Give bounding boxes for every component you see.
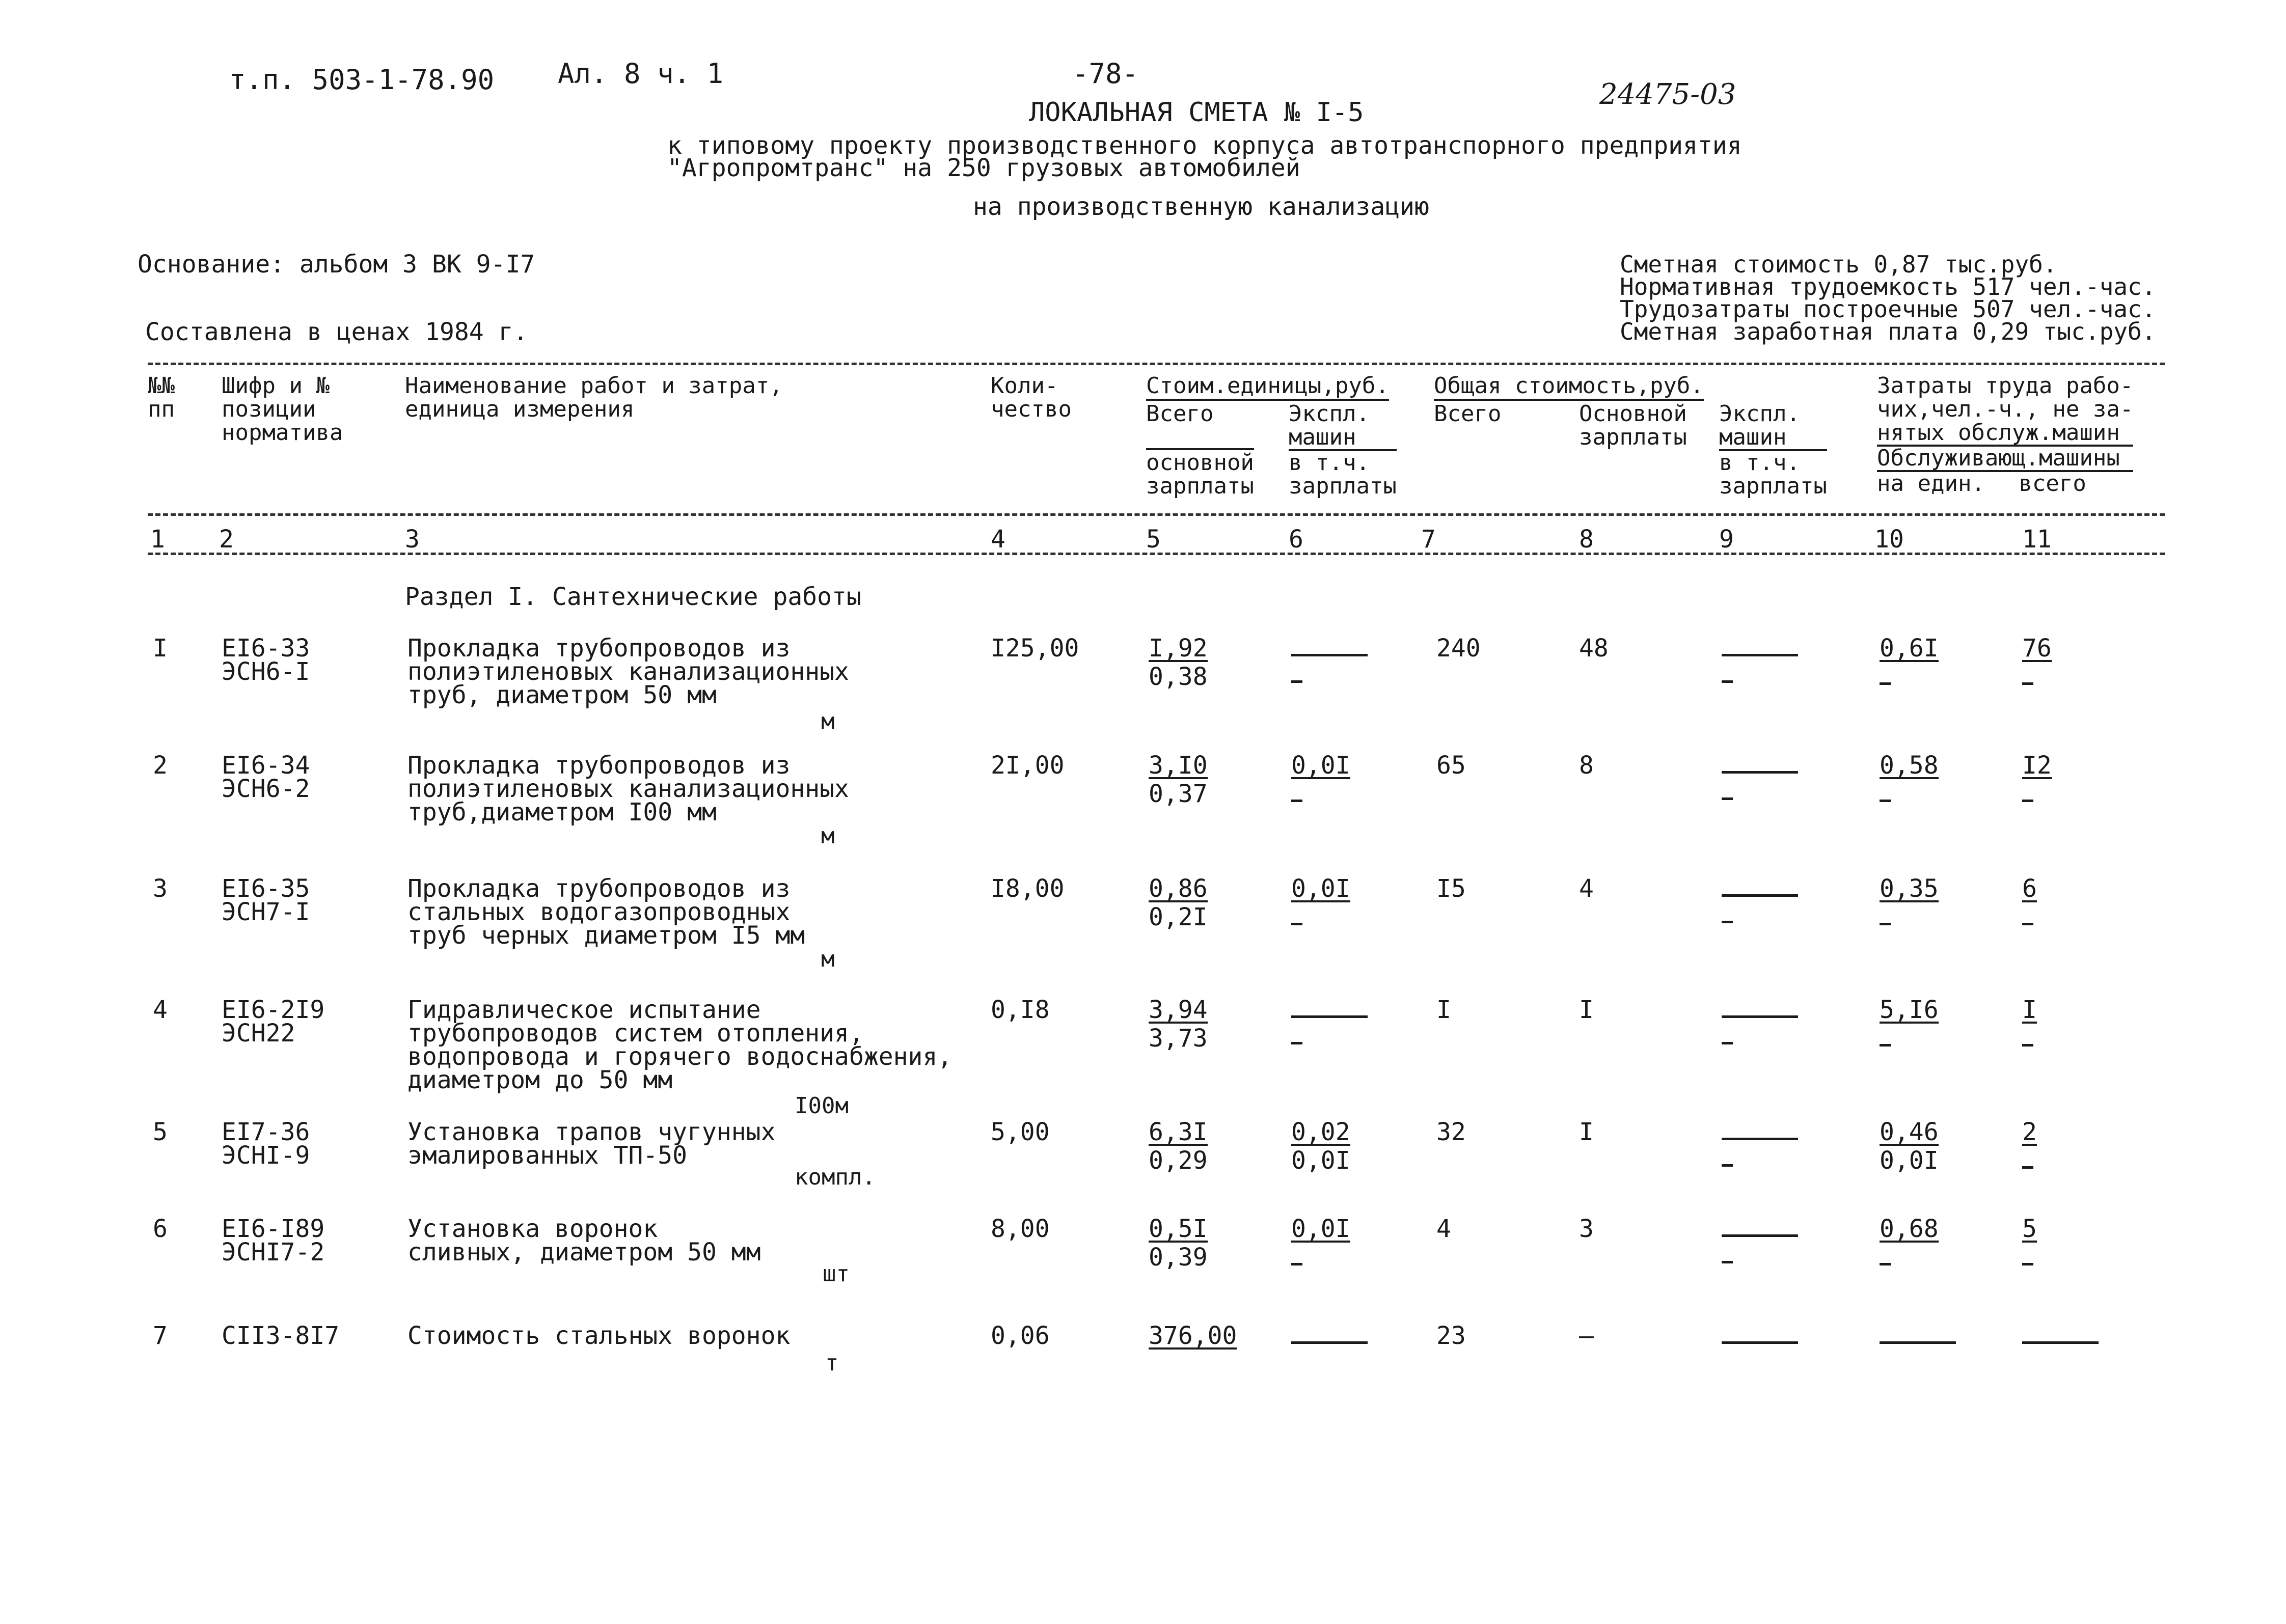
row-work-name (407, 634, 849, 709)
row-unit-machines-value (1291, 1324, 1368, 1347)
dash-mark (1722, 1033, 1733, 1044)
row-code (222, 751, 310, 803)
row-total-machines (1722, 637, 1798, 686)
row-labor-per-unit-sub (1880, 1246, 1939, 1269)
dash-mark (1291, 671, 1302, 683)
row-total-machines-value (1722, 877, 1798, 900)
row-work-name-line: трубопроводов систем отопления, (407, 1019, 864, 1048)
row-work-name-line: Прокладка трубопроводов из (407, 751, 791, 780)
row-work-name-line: эмалированных ТП-50 (407, 1141, 688, 1170)
row-unit-cost (1149, 874, 1208, 931)
row-unit-cost-value (1149, 874, 1208, 903)
row-code-secondary: ЭСН22 (222, 1019, 295, 1048)
row-total-cost: I (1436, 996, 1451, 1024)
row-work-name-line: Установка воронок (407, 1215, 658, 1243)
header-top-rule (148, 363, 2165, 365)
col-header-work-name: Наименование работ и затрат, единица измерения (405, 373, 783, 422)
dash-mark (1880, 1332, 1956, 1344)
row-labor-total-value (2022, 751, 2052, 780)
row-labor-per-unit-sub (1880, 1027, 1939, 1050)
row-total-cost: 4 (1436, 1215, 1451, 1243)
page-number: -78- (1072, 58, 1139, 90)
dash-mark (1722, 1155, 1733, 1167)
row-code (222, 874, 310, 926)
row-labor-per-unit (1880, 1118, 1939, 1175)
row-unit-machines-sub (1291, 1025, 1368, 1048)
dash-mark (1291, 1033, 1302, 1044)
row-code (222, 996, 325, 1048)
col-group-total-cost: Общая стоимость,руб. (1434, 374, 1704, 401)
row-labor-per-unit (1880, 998, 1939, 1050)
row-unit-machines-value (1291, 874, 1350, 903)
row-unit-machines-sub (1291, 782, 1350, 806)
row-total-machines-value (1722, 637, 1798, 660)
row-unit-cost (1149, 1215, 1208, 1272)
row-unit-machines (1291, 1118, 1350, 1175)
row-work-name (407, 1322, 791, 1350)
row-labor-total-sub (2022, 1149, 2037, 1172)
row-labor-per-unit-numerator: 0,46 (1880, 1118, 1939, 1146)
section-title: Раздел I. Сантехнические работы (405, 583, 861, 611)
row-code (222, 1215, 325, 1267)
row-unit-cost (1149, 996, 1208, 1053)
col-group-unit-cost: Стоим.единицы,руб. (1146, 374, 1389, 401)
row-code-primary: CII3-8I7 (222, 1322, 340, 1350)
col-number-1: 1 (150, 525, 165, 554)
row-code-primary: EI6-2I9 (222, 996, 325, 1024)
row-number: 4 (153, 996, 168, 1024)
row-unit-cost-value (1149, 634, 1208, 663)
row-unit-cost (1149, 1118, 1208, 1175)
row-total-machines-value (1722, 1120, 1798, 1144)
dash-mark (1722, 1332, 1798, 1344)
row-unit-cost-numerator: 6,3I (1149, 1118, 1208, 1146)
dash-mark (1880, 673, 1891, 685)
row-unit-machines (1291, 1217, 1350, 1269)
dash-mark (1880, 914, 1891, 925)
dash-mark (1291, 1006, 1368, 1018)
row-labor-per-unit-sub (1880, 905, 1939, 929)
row-unit-machines (1291, 998, 1368, 1048)
row-labor-per-unit-numerator: 0,58 (1880, 751, 1939, 780)
summary-wage-fund: Сметная заработная плата 0,29 тыс.руб. (1620, 318, 2156, 345)
row-total-machines (1722, 1120, 1798, 1170)
row-labor-total-value (2022, 1120, 2037, 1146)
row-code (222, 634, 310, 686)
row-work-name-line: труб, диаметром 50 мм (407, 681, 717, 709)
row-quantity: I8,00 (991, 874, 1065, 903)
row-total-base-salary: 48 (1579, 634, 1609, 663)
project-code: т.п. 503-1-78.90 (229, 64, 495, 96)
dash-mark (1880, 790, 1891, 802)
row-total-machines-sub (1722, 1244, 1798, 1267)
row-unit-machines-sub (1291, 1246, 1350, 1269)
dash-mark (1722, 912, 1733, 923)
row-labor-total-sub (2022, 1246, 2037, 1269)
row-labor-per-unit-sub: 0,0I (1880, 1146, 1939, 1175)
row-labor-per-unit (1880, 1324, 1956, 1347)
row-unit: т (825, 1350, 839, 1376)
col-header-labor-per-unit: на един. (1877, 471, 1985, 497)
row-quantity: I25,00 (991, 634, 1079, 663)
row-labor-total (2022, 1120, 2037, 1172)
dash-mark (1291, 790, 1302, 802)
dash-mark (1880, 1254, 1891, 1265)
row-unit-cost-sub: 0,29 (1149, 1146, 1208, 1175)
dash-mark (1722, 885, 1798, 897)
dash-mark (1722, 762, 1798, 774)
col-header-quantity: Коли- чество (991, 373, 1072, 422)
row-code-primary: EI7-36 (222, 1118, 310, 1146)
row-labor-per-unit-value (1880, 874, 1939, 903)
row-total-base-salary: I (1579, 996, 1594, 1024)
row-labor-per-unit-value (1880, 1120, 1939, 1146)
row-labor-per-unit-value (1880, 751, 1939, 780)
row-work-name-line: труб черных диаметром I5 мм (407, 921, 805, 950)
row-total-cost: I5 (1436, 874, 1466, 903)
row-unit-cost (1149, 1324, 1237, 1350)
dash-mark (1722, 671, 1733, 683)
row-unit: I00м (795, 1093, 849, 1119)
col-number-3: 3 (405, 525, 420, 554)
dash-mark (2022, 790, 2033, 802)
row-number: 5 (153, 1118, 168, 1146)
subtitle-line-2: "Агропромтранс" на 250 грузовых автомобилей (667, 154, 1300, 182)
row-work-name (407, 998, 952, 1092)
row-total-machines (1722, 1217, 1798, 1267)
row-total-machines-sub (1722, 663, 1798, 686)
row-labor-total (2022, 1217, 2037, 1269)
row-total-machines-sub (1722, 780, 1798, 804)
row-labor-per-unit-value (1880, 998, 1939, 1024)
dash-mark (1880, 1035, 1891, 1047)
col-group-labor: Затраты труда рабо- чих,чел.-ч., не за- нятых обслуж.машин Обслуживающ.машины на един. всего (1877, 373, 2134, 497)
row-unit-machines-numerator: 0,0I (1291, 751, 1350, 780)
row-total-machines-sub (1722, 1025, 1798, 1048)
row-work-name-line: Стоимость стальных воронок (407, 1322, 791, 1350)
row-unit-cost-sub: 0,2I (1149, 903, 1208, 931)
row-unit-cost-value (1149, 1120, 1208, 1146)
row-unit-machines (1291, 637, 1368, 686)
dash-mark (2022, 673, 2033, 685)
row-total-machines (1722, 1324, 1798, 1347)
row-labor-total (2022, 751, 2052, 806)
dash-mark (1722, 1225, 1798, 1237)
row-work-name-line: Прокладка трубопроводов из (407, 634, 791, 663)
row-work-name-line: стальных водогазопроводных (407, 898, 791, 926)
row-work-name-line: Гидравлическое испытание (407, 996, 761, 1024)
row-total-machines-value (1722, 754, 1798, 777)
row-unit-cost-value (1149, 998, 1208, 1024)
row-work-name-line: сливных, диаметром 50 мм (407, 1238, 761, 1267)
col-number-11: 11 (2022, 525, 2052, 554)
price-base-note: Составлена в ценах 1984 г. (145, 318, 528, 346)
row-unit-machines-numerator: 0,02 (1291, 1118, 1350, 1146)
row-code-secondary: ЭСН6-2 (222, 775, 310, 803)
row-unit: м (821, 823, 835, 849)
row-number: 7 (153, 1322, 168, 1350)
row-labor-total-value (2022, 998, 2037, 1024)
row-labor-per-unit-value (1880, 1217, 1939, 1243)
row-total-base-salary: I (1579, 1118, 1594, 1146)
dash-mark (2022, 1332, 2099, 1344)
header-mid-rule (148, 513, 2165, 516)
row-labor-total (2022, 998, 2037, 1050)
row-code (222, 1118, 310, 1170)
row-unit-cost-numerator: 3,I0 (1149, 751, 1208, 780)
col-number-7: 7 (1421, 525, 1436, 554)
row-work-name-line: Прокладка трубопроводов из (407, 874, 791, 903)
row-unit-cost (1149, 634, 1208, 691)
col-header-total-machines: Экспл. машин в т.ч. зарплаты (1719, 401, 1827, 499)
row-labor-per-unit-value (1880, 634, 1939, 663)
row-labor-per-unit (1880, 634, 1939, 689)
col-header-labor-total: всего (2019, 471, 2086, 497)
row-unit-cost-value (1149, 1324, 1237, 1350)
row-labor-per-unit-sub (1880, 665, 1939, 689)
col-header-total: Всего (1434, 401, 1502, 427)
row-quantity: 0,I8 (991, 996, 1050, 1024)
dash-mark (1722, 645, 1798, 656)
col-header-unit-machines: Экспл. машин в т.ч. зарплаты (1289, 401, 1397, 499)
dash-mark (2022, 1254, 2033, 1265)
dash-mark (1722, 788, 1733, 800)
row-labor-total-numerator: 5 (2022, 1215, 2037, 1243)
row-unit: шт (823, 1261, 850, 1287)
row-code-secondary: ЭСН6-I (222, 657, 310, 686)
row-labor-per-unit-sub (1880, 782, 1939, 806)
row-total-machines (1722, 998, 1798, 1048)
row-total-machines-value (1722, 1324, 1798, 1347)
col-header-total-base-salary: Основной зарплаты (1579, 401, 1687, 450)
dash-mark (2022, 1157, 2033, 1169)
row-labor-total (2022, 1324, 2099, 1347)
row-work-name-line: Установка трапов чугунных (407, 1118, 776, 1146)
basis-note: Основание: альбом 3 ВК 9-I7 (138, 250, 535, 279)
row-work-name (407, 751, 849, 827)
row-labor-total-sub (2022, 665, 2052, 689)
row-labor-per-unit-value (1880, 1324, 1956, 1347)
row-unit-cost (1149, 751, 1208, 808)
col-number-9: 9 (1719, 525, 1734, 554)
row-work-name-line: диаметром до 50 мм (407, 1066, 673, 1094)
row-labor-total-sub (2022, 905, 2037, 929)
dash-mark (1722, 1252, 1733, 1263)
col-header-unit-total: Всего (1146, 401, 1214, 427)
col-number-8: 8 (1579, 525, 1594, 554)
album-reference: Ал. 8 ч. 1 (558, 58, 724, 90)
col-number-5: 5 (1146, 525, 1161, 554)
summary-normative-labor: Нормативная трудоемкость 517 чел.-час. (1620, 273, 2156, 300)
row-unit-cost-value (1149, 751, 1208, 780)
row-labor-total-numerator: 6 (2022, 874, 2037, 903)
row-unit-machines (1291, 1324, 1368, 1347)
row-quantity: 2I,00 (991, 751, 1065, 780)
row-unit-cost-sub: 3,73 (1149, 1024, 1208, 1053)
document-number: 24475-03 (1599, 78, 1736, 111)
row-work-name-line: водопровода и горячего водоснабжения, (407, 1042, 953, 1071)
row-unit-machines-numerator: 0,0I (1291, 874, 1350, 903)
row-labor-per-unit (1880, 1217, 1939, 1269)
dash-mark (1291, 1332, 1368, 1344)
row-unit: м (821, 946, 835, 972)
row-number: 6 (153, 1215, 168, 1243)
dash-mark (1722, 1128, 1798, 1140)
row-total-machines-value (1722, 998, 1798, 1022)
summary-site-labor: Трудозатраты построечные 507 чел.-час. (1620, 295, 2156, 323)
row-code-secondary: ЭСН7-I (222, 898, 310, 926)
row-labor-total (2022, 634, 2052, 689)
row-unit-machines-value (1291, 998, 1368, 1022)
row-unit-machines-value (1291, 637, 1368, 660)
col-number-10: 10 (1874, 525, 1904, 554)
row-unit-cost-numerator: 0,86 (1149, 874, 1208, 903)
row-unit-cost-value (1149, 1217, 1208, 1243)
row-total-cost: 32 (1436, 1118, 1466, 1146)
row-work-name (407, 874, 805, 950)
col-number-4: 4 (991, 525, 1005, 554)
row-code (222, 1322, 340, 1350)
dash-mark (1291, 914, 1302, 925)
row-total-cost: 23 (1436, 1322, 1466, 1350)
dash-mark (2022, 914, 2033, 925)
row-labor-per-unit (1880, 874, 1939, 929)
row-unit: компл. (795, 1164, 876, 1190)
row-unit-cost-sub: 0,39 (1149, 1243, 1208, 1272)
row-unit-machines-sub (1291, 663, 1368, 686)
row-labor-total-value (2022, 1217, 2037, 1243)
col-header-unit-base-salary: основной зарплаты (1146, 448, 1254, 498)
row-unit-cost-numerator: 376,00 (1149, 1322, 1237, 1350)
col-header-code: Шифр и № позиции норматива (222, 373, 343, 446)
col-number-6: 6 (1289, 525, 1303, 554)
row-total-machines (1722, 877, 1798, 927)
row-unit: м (821, 708, 835, 734)
row-code-secondary: ЭСНI7-2 (222, 1238, 325, 1267)
estimate-title: ЛОКАЛЬНАЯ СМЕТА № I-5 (1029, 97, 1364, 128)
dash-mark (1722, 1006, 1798, 1018)
row-code-secondary: ЭСНI-9 (222, 1141, 310, 1170)
row-work-name (407, 1118, 776, 1170)
row-labor-total (2022, 874, 2037, 929)
subtitle-line-3: на производственную канализацию (973, 192, 1429, 221)
header-bottom-rule (148, 553, 2165, 555)
row-number: 2 (153, 751, 168, 780)
row-quantity: 8,00 (991, 1215, 1050, 1243)
row-code-primary: EI6-I89 (222, 1215, 325, 1243)
row-labor-total-value (2022, 1324, 2099, 1347)
subtitle-line-1: к типовому проекту производственного корпуса автотранспорного предприятия (667, 131, 1742, 160)
row-unit-machines (1291, 874, 1350, 929)
row-code-primary: EI6-33 (222, 634, 310, 663)
row-labor-total-numerator: I2 (2022, 751, 2052, 780)
row-work-name (407, 1215, 761, 1267)
row-number: I (153, 634, 168, 663)
row-total-base-salary: 4 (1579, 874, 1594, 903)
row-unit-machines (1291, 751, 1350, 806)
dash-mark (1291, 645, 1368, 656)
row-work-name-line: труб,диаметром I00 мм (407, 798, 717, 827)
row-code-primary: EI6-35 (222, 874, 310, 903)
row-labor-total-numerator: 76 (2022, 634, 2052, 663)
row-work-name-line: полиэтиленовых канализационных (407, 775, 849, 803)
row-unit-machines-sub (1291, 905, 1350, 929)
row-total-machines-value (1722, 1217, 1798, 1241)
row-total-base-salary: 3 (1579, 1215, 1594, 1243)
row-code-primary: EI6-34 (222, 751, 310, 780)
row-total-machines-sub (1722, 903, 1798, 927)
row-total-base-salary: – (1579, 1322, 1594, 1350)
row-total-machines-sub (1722, 1147, 1798, 1170)
dash-mark (2022, 1035, 2033, 1047)
row-quantity: 0,06 (991, 1322, 1050, 1350)
summary-estimated-cost: Сметная стоимость 0,87 тыс.руб. (1620, 251, 2057, 278)
row-labor-per-unit-numerator: 0,68 (1880, 1215, 1939, 1243)
row-labor-total-numerator: 2 (2022, 1118, 2037, 1146)
row-labor-total-sub (2022, 782, 2052, 806)
row-labor-total-sub (2022, 1027, 2037, 1050)
row-total-machines (1722, 754, 1798, 804)
row-unit-cost-numerator: 3,94 (1149, 996, 1208, 1024)
row-unit-machines-value (1291, 1120, 1350, 1146)
row-unit-cost-sub: 0,37 (1149, 780, 1208, 808)
row-unit-cost-numerator: I,92 (1149, 634, 1208, 663)
row-total-cost: 240 (1436, 634, 1481, 663)
row-unit-cost-sub: 0,38 (1149, 663, 1208, 691)
row-unit-machines-numerator: 0,0I (1291, 1215, 1350, 1243)
row-unit-cost-numerator: 0,5I (1149, 1215, 1208, 1243)
row-quantity: 5,00 (991, 1118, 1050, 1146)
col-header-number: №№ пп (148, 373, 175, 422)
row-number: 3 (153, 874, 168, 903)
row-unit-machines-sub: 0,0I (1291, 1146, 1350, 1175)
row-labor-per-unit-numerator: 5,I6 (1880, 996, 1939, 1024)
row-labor-per-unit-numerator: 0,35 (1880, 874, 1939, 903)
row-labor-per-unit (1880, 751, 1939, 806)
row-labor-total-value (2022, 874, 2037, 903)
row-labor-total-value (2022, 634, 2052, 663)
row-work-name-line: полиэтиленовых канализационных (407, 657, 849, 686)
row-labor-per-unit-numerator: 0,6I (1880, 634, 1939, 663)
row-total-base-salary: 8 (1579, 751, 1594, 780)
row-labor-total-numerator: I (2022, 996, 2037, 1024)
row-unit-machines-value (1291, 1217, 1350, 1243)
row-unit-machines-value (1291, 751, 1350, 780)
row-total-cost: 65 (1436, 751, 1466, 780)
dash-mark (1291, 1254, 1302, 1265)
col-number-2: 2 (219, 525, 234, 554)
